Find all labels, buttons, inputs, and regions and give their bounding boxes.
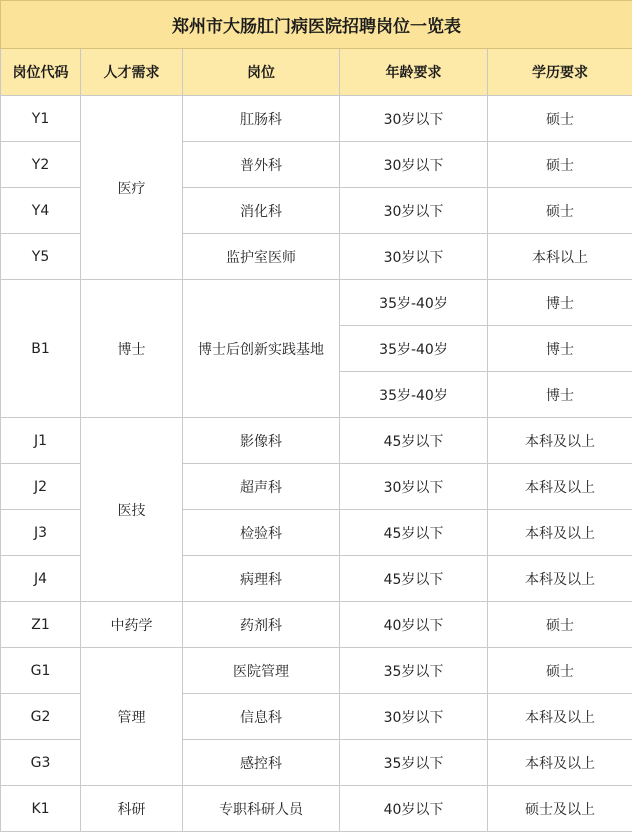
cell-education: 硕士 [488, 602, 632, 648]
cell-post: 普外科 [183, 142, 340, 188]
cell-age: 30岁以下 [340, 142, 488, 188]
cell-code: B1 [1, 280, 81, 418]
cell-post: 消化科 [183, 188, 340, 234]
cell-age: 35岁-40岁 [340, 280, 488, 326]
cell-age: 45岁以下 [340, 556, 488, 602]
header-talent: 人才需求 [81, 49, 183, 96]
cell-code: Z1 [1, 602, 81, 648]
cell-age: 40岁以下 [340, 786, 488, 832]
table-row [1, 602, 632, 648]
cell-code: G1 [1, 648, 81, 694]
cell-education: 本科及以上 [488, 418, 632, 464]
header-age: 年龄要求 [340, 49, 488, 96]
cell-code: J4 [1, 556, 81, 602]
cell-post: 超声科 [183, 464, 340, 510]
cell-age: 45岁以下 [340, 510, 488, 556]
header-post: 岗位 [183, 49, 340, 96]
cell-age: 30岁以下 [340, 96, 488, 142]
cell-post: 医院管理 [183, 648, 340, 694]
cell-post: 肛肠科 [183, 96, 340, 142]
cell-post: 感控科 [183, 740, 340, 786]
cell-code: Y4 [1, 188, 81, 234]
cell-age: 35岁以下 [340, 648, 488, 694]
cell-age: 30岁以下 [340, 464, 488, 510]
cell-education: 硕士 [488, 188, 632, 234]
cell-group-management: 管理 [81, 648, 183, 786]
cell-code: Y1 [1, 96, 81, 142]
header-code: 岗位代码 [1, 49, 81, 96]
cell-post: 信息科 [183, 694, 340, 740]
cell-post: 影像科 [183, 418, 340, 464]
cell-code: J3 [1, 510, 81, 556]
cell-age: 30岁以下 [340, 694, 488, 740]
cell-education: 硕士及以上 [488, 786, 632, 832]
cell-education: 本科及以上 [488, 694, 632, 740]
cell-age: 35岁-40岁 [340, 326, 488, 372]
table-row [1, 418, 632, 464]
cell-education: 硕士 [488, 96, 632, 142]
cell-code: J1 [1, 418, 81, 464]
table-row [1, 280, 632, 326]
cell-post: 药剂科 [183, 602, 340, 648]
cell-code: G3 [1, 740, 81, 786]
cell-education: 本科及以上 [488, 464, 632, 510]
cell-education: 博士 [488, 280, 632, 326]
cell-group-doctorate: 博士 [81, 280, 183, 418]
header-education: 学历要求 [488, 49, 632, 96]
cell-code: Y2 [1, 142, 81, 188]
table-row [1, 96, 632, 142]
cell-education: 本科以上 [488, 234, 632, 280]
table-title: 郑州市大肠肛门病医院招聘岗位一览表 [1, 1, 632, 49]
cell-age: 45岁以下 [340, 418, 488, 464]
cell-code: Y5 [1, 234, 81, 280]
cell-education: 博士 [488, 326, 632, 372]
cell-education: 硕士 [488, 648, 632, 694]
cell-education: 博士 [488, 372, 632, 418]
cell-code: G2 [1, 694, 81, 740]
cell-post: 检验科 [183, 510, 340, 556]
cell-age: 30岁以下 [340, 234, 488, 280]
cell-post: 专职科研人员 [183, 786, 340, 832]
cell-education: 本科及以上 [488, 510, 632, 556]
cell-age: 35岁-40岁 [340, 372, 488, 418]
cell-age: 35岁以下 [340, 740, 488, 786]
table-row [1, 648, 632, 694]
cell-age: 40岁以下 [340, 602, 488, 648]
cell-group-medical: 医疗 [81, 96, 183, 280]
cell-code: K1 [1, 786, 81, 832]
cell-education: 本科及以上 [488, 556, 632, 602]
cell-age: 30岁以下 [340, 188, 488, 234]
cell-post: 博士后创新实践基地 [183, 280, 340, 418]
cell-education: 本科及以上 [488, 740, 632, 786]
cell-group-pharmacy: 中药学 [81, 602, 183, 648]
cell-post: 病理科 [183, 556, 340, 602]
cell-group-research: 科研 [81, 786, 183, 832]
cell-group-medtech: 医技 [81, 418, 183, 602]
table-row [1, 786, 632, 832]
cell-post: 监护室医师 [183, 234, 340, 280]
cell-education: 硕士 [488, 142, 632, 188]
cell-code: J2 [1, 464, 81, 510]
